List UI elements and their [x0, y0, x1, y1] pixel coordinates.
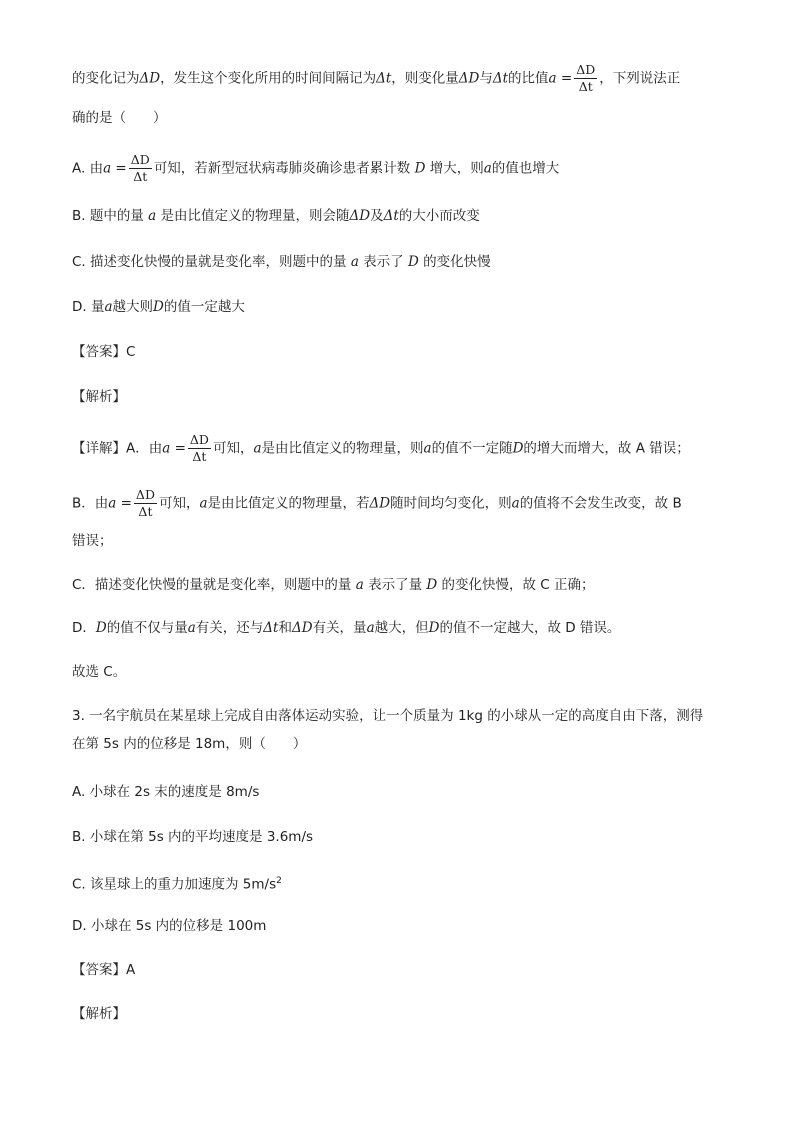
q2-stem-line2: 确的是（ ） — [72, 110, 167, 126]
text: 的大小而改变 — [398, 208, 480, 224]
fraction — [134, 487, 157, 520]
fraction — [574, 62, 597, 95]
text: 有关，还与 — [195, 620, 264, 636]
math-d: D — [153, 299, 164, 315]
q3-option-c — [72, 871, 282, 895]
fraction — [129, 152, 152, 185]
text: 越大则 — [112, 299, 154, 315]
text: ，则变化量 — [391, 70, 459, 87]
text: 的值也增大 — [491, 160, 560, 177]
math-delta-t: Δt — [263, 620, 279, 636]
q3-stem-line2: 在第 5s 内的位移是 18m，则（ ） — [72, 736, 307, 752]
text: 的比值 — [508, 70, 549, 87]
text: A. 由 — [72, 160, 104, 177]
fraction-numerator: ΔD — [135, 487, 155, 502]
text: C. 该星球上的重力加速度为 5m/s — [72, 876, 277, 893]
math-delta-t: Δt — [376, 70, 392, 87]
q2-option-c — [72, 252, 491, 272]
fraction-denominator: Δt — [133, 169, 148, 184]
q2-option-a — [72, 152, 559, 185]
q3-option-a: A. 小球在 2s 末的速度是 8m/s — [72, 784, 260, 800]
math-a: a — [423, 440, 432, 457]
math-a: a — [483, 160, 492, 177]
math-delta-d: ΔD — [349, 208, 371, 224]
text: 有关，量 — [312, 620, 367, 636]
text: D． — [72, 620, 96, 636]
text: 可知，若新型冠状病毒肺炎确诊患者累计数 — [153, 160, 411, 177]
math-d: D — [407, 254, 419, 270]
q3-stem-line1: 3. 一名宇航员在某星球上完成自由落体运动实验，让一个质量为 1kg 的小球从一定的高度自由下落，测得 — [72, 708, 704, 724]
fraction — [188, 432, 211, 465]
text: 的值不一定随 — [431, 440, 513, 457]
math-a: a — [253, 440, 262, 457]
math-a: a — [148, 208, 157, 224]
math-a: a — [511, 495, 520, 512]
text: 的增大而增大，故 A 错误； — [523, 440, 690, 457]
q3-option-b: B. 小球在第 5s 内的平均速度是 3.6m/s — [72, 829, 314, 845]
math-d: D — [426, 577, 438, 593]
q2-option-b — [72, 206, 480, 226]
q2-option-d — [72, 297, 245, 317]
math-a-equals: a = — [103, 160, 127, 177]
text: 及 — [370, 208, 384, 224]
text: 表示了量 — [368, 577, 423, 593]
text: 的值一定越大 — [163, 299, 245, 315]
math-a: a — [104, 299, 113, 315]
q2-detail-d — [72, 618, 620, 638]
text: 的变化快慢 — [423, 254, 491, 270]
math-a: a — [350, 254, 359, 270]
text: 随时间均匀变化，则 — [390, 495, 512, 512]
math-d: D — [428, 620, 440, 636]
fraction-numerator: ΔD — [576, 62, 596, 77]
math-delta-d: ΔD — [139, 70, 161, 87]
fraction-denominator: Δt — [192, 449, 207, 464]
text: 可知， — [158, 495, 200, 512]
text: ，发生这个变化所用的时间间隔记为 — [160, 70, 377, 87]
math-delta-d: ΔD — [291, 620, 313, 636]
q3-option-d: D. 小球在 5s 内的位移是 100m — [72, 918, 267, 934]
text: C．描述变化快慢的量就是变化率，则题中的量 — [72, 577, 352, 593]
math-delta-d: ΔD — [458, 70, 480, 87]
math-d: D — [95, 620, 107, 636]
text: 可知， — [212, 440, 254, 457]
math-a-equals: a = — [548, 70, 573, 87]
q2-choice: 故选 C。 — [72, 664, 127, 680]
text: D. 量 — [72, 299, 105, 315]
text: 的变化记为 — [72, 70, 140, 87]
text: 是由比值定义的物理量，若 — [207, 495, 370, 512]
text: 和 — [278, 620, 292, 636]
q2-answer: 【答案】C — [72, 344, 136, 360]
superscript: 2 — [276, 876, 282, 886]
text: 是由比值定义的物理量，则会随 — [160, 208, 350, 224]
text: 增大，则 — [429, 160, 484, 177]
math-a-equals: a = — [108, 495, 132, 512]
text: C. 描述变化快慢的量就是变化率，则题中的量 — [72, 254, 347, 270]
text: 的变化快慢，故 C 正确； — [441, 577, 595, 593]
math-a: a — [366, 620, 375, 636]
math-a: a — [199, 495, 208, 512]
text: 表示了 — [363, 254, 404, 270]
text: B．由 — [72, 495, 109, 512]
fraction-denominator: Δt — [138, 504, 153, 519]
text: 的值将不会发生改变，故 B — [519, 495, 682, 512]
q2-detail-b — [72, 487, 682, 520]
text: 【详解】A．由 — [72, 440, 163, 457]
q3-answer: 【答案】A — [72, 962, 136, 978]
q2-detail-b-cont: 错误； — [72, 533, 113, 549]
fraction-numerator: ΔD — [130, 152, 150, 167]
math-delta-t: Δt — [492, 70, 509, 87]
text: 与 — [479, 70, 493, 87]
q2-detail-c — [72, 575, 595, 595]
math-d: D — [512, 440, 524, 457]
math-d: D — [414, 160, 426, 177]
text: 越大，但 — [374, 620, 429, 636]
math-delta-t: Δt — [383, 208, 399, 224]
text: B. 题中的量 — [72, 208, 144, 224]
q2-detail-a — [72, 432, 690, 465]
math-a: a — [187, 620, 196, 636]
q2-stem-line1 — [72, 62, 680, 95]
q3-analysis-heading: 【解析】 — [72, 1006, 126, 1022]
math-a: a — [355, 577, 364, 593]
text: 的值不仅与量 — [106, 620, 188, 636]
fraction-denominator: Δt — [578, 79, 593, 94]
math-a-equals: a = — [162, 440, 186, 457]
fraction-numerator: ΔD — [189, 432, 209, 447]
text: ，下列说法正 — [599, 70, 681, 87]
text: 是由比值定义的物理量，则 — [261, 440, 424, 457]
math-delta-d: ΔD — [369, 495, 391, 512]
q2-analysis-heading: 【解析】 — [72, 389, 126, 405]
text: 的值不一定越大，故 D 错误。 — [439, 620, 621, 636]
